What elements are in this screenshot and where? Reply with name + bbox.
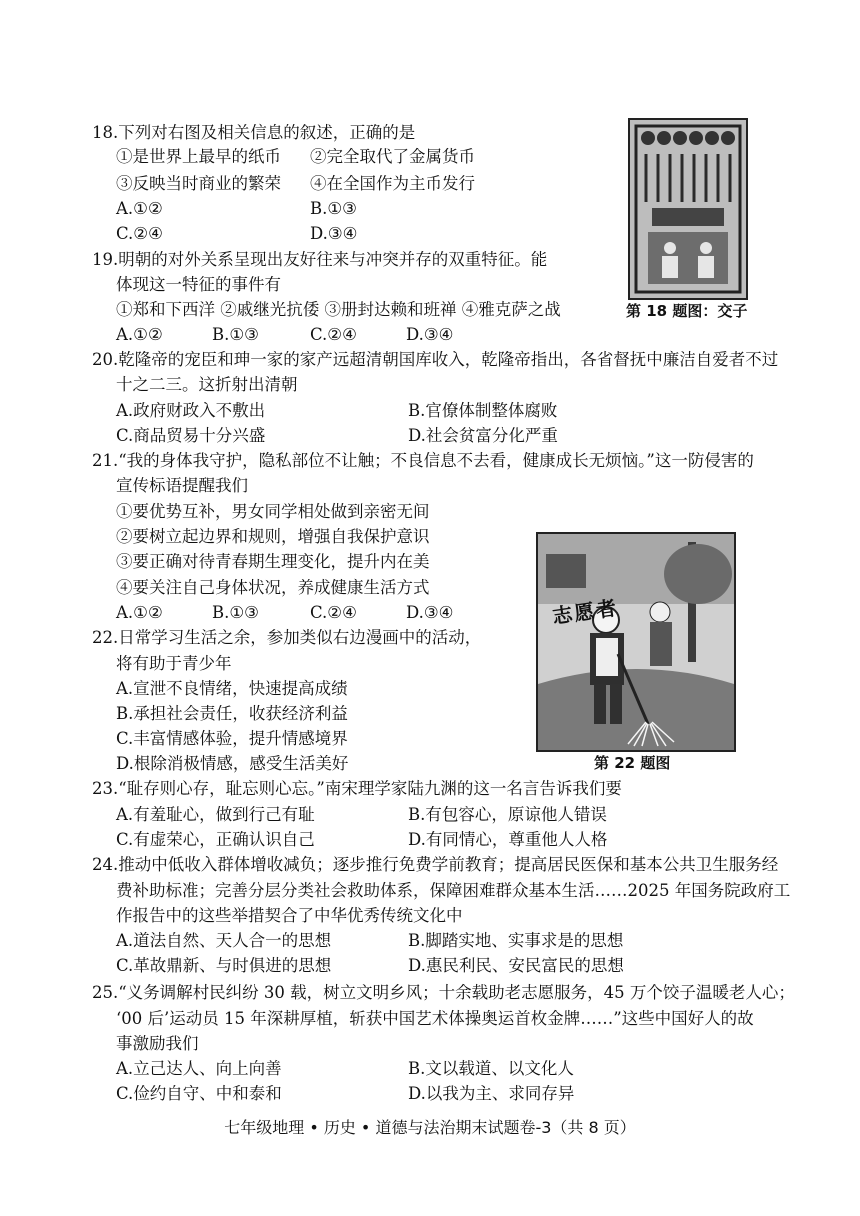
q19-choice-d: D.③④ (406, 325, 454, 344)
q24-choice-a: A.道法自然、天人合一的思想 (116, 931, 332, 950)
q19-stem-line2: 体现这一特征的事件有 (116, 275, 281, 294)
q21-option-2: ②要树立起边界和规则，增强自我保护意识 (116, 527, 430, 546)
volunteer-sweeping-cartoon (536, 532, 736, 752)
q20-choice-d: D.社会贫富分化严重 (408, 426, 558, 445)
q19-choice-c: C.②④ (310, 325, 357, 344)
q22-stem-line2: 将有助于青少年 (116, 654, 232, 673)
q21-stem-line2: 宣传标语提醒我们 (116, 476, 248, 495)
q22-choice-b: B.承担社会责任，收获经济利益 (116, 704, 348, 723)
q19-choice-b: B.①③ (212, 325, 259, 344)
q24-choice-b: B.脚踏实地、实事求是的思想 (408, 931, 624, 950)
q21-stem-line1: 21.“我的身体我守护，隐私部位不让触；不良信息不去看，健康成长无烦恼。”这一防侵害的 (92, 451, 754, 470)
q21-option-1: ①要优势互补，男女同学相处做到亲密无间 (116, 502, 430, 521)
q25-choice-d: D.以我为主、求同存异 (408, 1084, 575, 1103)
q18-choice-b: B.①③ (310, 199, 357, 218)
q24-stem-line2: 费补助标准；完善分层分类社会救助体系，保障困难群众基本生活……2025 年国务院政府工 (116, 881, 791, 900)
q21-choice-d: D.③④ (406, 603, 454, 622)
q22-choice-c: C.丰富情感体验，提升情感境界 (116, 729, 348, 748)
q19-options: ①郑和下西洋 ②戚继光抗倭 ③册封达赖和班禅 ④雅克萨之战 (116, 300, 561, 319)
q19-choice-a: A.①② (116, 325, 163, 344)
q23-stem: 23.“耻存则心存，耻忘则心忘。”南宋理学家陆九渊的这一名言告诉我们要 (92, 779, 622, 798)
q20-choice-c: C.商品贸易十分兴盛 (116, 426, 266, 445)
q19-stem-line1: 19.明朝的对外关系呈现出友好往来与冲突并存的双重特征。能 (92, 250, 548, 269)
q18-choice-d: D.③④ (310, 224, 358, 243)
q21-choice-b: B.①③ (212, 603, 259, 622)
q22-choice-d: D.根除消极情感，感受生活美好 (116, 754, 349, 773)
q21-choice-a: A.①② (116, 603, 163, 622)
q20-choice-a: A.政府财政入不敷出 (116, 401, 266, 420)
q18-stem: 18.下列对右图及相关信息的叙述，正确的是 (92, 123, 416, 142)
q18-option-4: ④在全国作为主币发行 (310, 174, 475, 193)
q18-option-1: ①是世界上最早的纸币 (116, 147, 281, 166)
q21-choice-c: C.②④ (310, 603, 357, 622)
q22-choice-a: A.宣泄不良情绪，快速提高成绩 (116, 679, 348, 698)
q24-stem-line1: 24.推动中低收入群体增收减负；逐步推行免费学前教育；提高居民医保和基本公共卫生服务经 (92, 855, 779, 874)
q23-choice-c: C.有虚荣心，正确认识自己 (116, 830, 315, 849)
page-footer: 七年级地理 • 历史 • 道德与法治期末试题卷-3（共 8 页） (224, 1118, 636, 1137)
q23-choice-a: A.有羞耻心，做到行己有耻 (116, 805, 315, 824)
q18-choice-a: A.①② (116, 199, 163, 218)
q25-stem-line2: ‘00 后’运动员 15 年深耕厚植，斩获中国艺术体操奥运首枚金牌……”这些中国好人的故 (116, 1009, 754, 1028)
q25-choice-a: A.立己达人、向上向善 (116, 1059, 282, 1078)
jiaozi-pattern-icon (630, 120, 746, 298)
q23-choice-d: D.有同情心，尊重他人人格 (408, 830, 608, 849)
q21-option-4: ④要关注自己身体状况，养成健康生活方式 (116, 578, 430, 597)
volunteer-label: 志愿者 (550, 595, 620, 629)
jiaozi-banknote-image (628, 118, 748, 300)
q18-option-2: ②完全取代了金属货币 (310, 147, 475, 166)
q22-figure-caption: 第 22 题图 (594, 754, 671, 772)
q25-choice-c: C.俭约自守、中和泰和 (116, 1084, 282, 1103)
q20-stem-line1: 20.乾隆帝的宠臣和珅一家的家产远超清朝国库收入，乾隆帝指出，各省督抚中廉洁自爱者不过 (92, 350, 779, 369)
volunteer-cartoon-icon (538, 534, 734, 750)
q18-option-3: ③反映当时商业的繁荣 (116, 174, 281, 193)
q20-choice-b: B.官僚体制整体腐败 (408, 401, 558, 420)
q20-stem-line2: 十之二三。这折射出清朝 (116, 375, 298, 394)
q18-choice-c: C.②④ (116, 224, 163, 243)
q24-choice-c: C.革故鼎新、与时俱进的思想 (116, 956, 332, 975)
q21-option-3: ③要正确对待青春期生理变化，提升内在美 (116, 552, 430, 571)
q25-stem-line1: 25.“义务调解村民纠纷 30 载，树立文明乡风；十余载助老志愿服务，45 万个饺子温暖老人心； (92, 983, 795, 1002)
q24-stem-line3: 作报告中的这些举措契合了中华优秀传统文化中 (116, 906, 463, 925)
q25-choice-b: B.文以载道、以文化人 (408, 1059, 574, 1078)
q24-choice-d: D.惠民利民、安民富民的思想 (408, 956, 624, 975)
q23-choice-b: B.有包容心，原谅他人错误 (408, 805, 607, 824)
q25-stem-line3: 事激励我们 (116, 1034, 199, 1053)
q22-stem-line1: 22.日常学习生活之余，参加类似右边漫画中的活动， (92, 628, 482, 647)
q18-figure-caption: 第 18 题图：交子 (626, 302, 748, 320)
